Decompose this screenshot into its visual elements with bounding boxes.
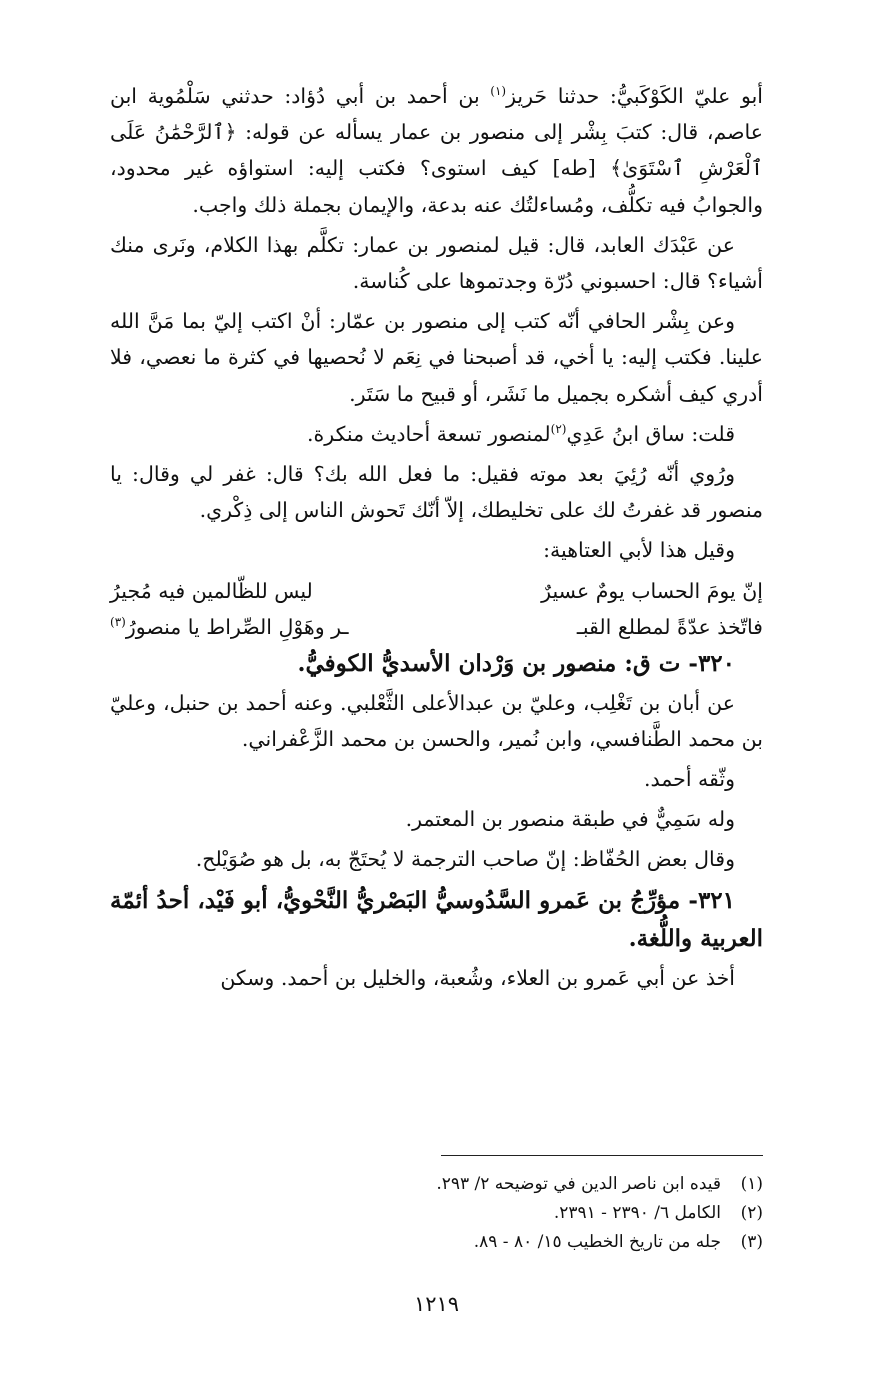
footnote-divider bbox=[441, 1155, 763, 1156]
footnote bbox=[110, 1199, 763, 1228]
paragraph-2 bbox=[110, 227, 763, 299]
entry-heading-321: ٣٢١- مؤرِّجُ بن عَمرو السَّدُوسيُّ البَصْريُّ النَّحْويُّ، أبو فَيْد، أحدُ أئمّة العربية واللُّغة. bbox=[110, 886, 763, 952]
entry-paragraph: وله سَمِيٌّ في طبقة منصور بن المعتمر. bbox=[405, 807, 735, 832]
footnote-number: (١) bbox=[740, 1174, 763, 1194]
paragraph-6 bbox=[110, 532, 763, 568]
footnote-ref[interactable]: (٣) bbox=[110, 614, 126, 629]
entry-paragraph: أخذ عن أبي عَمرو بن العلاء، وشُعبة، والخليل بن أحمد. وسكن bbox=[220, 965, 735, 990]
footnotes bbox=[110, 1170, 763, 1257]
poem bbox=[110, 573, 763, 645]
paragraph-text: أبو عليّ الكَوْكَبيُّ: حدثنا حَريز bbox=[506, 84, 763, 108]
paragraph-1 bbox=[110, 78, 763, 223]
footnote-ref[interactable]: (١) bbox=[490, 84, 507, 99]
entry-paragraph: عن أبان بن تَغْلِب، وعليّ بن عبدالأعلى الثَّعْلبي. وعنه أحمد بن حنبل، وعليّ بن محمد الطَّنافسي، وابن نُمير، والحسن بن محمد الزَّعْفراني. bbox=[110, 690, 763, 751]
footnote bbox=[110, 1228, 763, 1257]
paragraph-text: عن عَبْدَك العابد، قال: قيل لمنصور بن عمار: تكلَّم بهذا الكلام، ونَرى منك أشياء؟ قال: احسبوني دُرّة وجدتموها على كُناسة. bbox=[110, 232, 763, 294]
paragraph-text: قلت: ساق ابنُ عَدِي bbox=[566, 421, 735, 446]
paragraph-3 bbox=[110, 303, 763, 412]
entry-paragraph: وثّقه أحمد. bbox=[644, 767, 735, 792]
footnote-text: جله من تاريخ الخطيب ١٥/ ٨٠ - ٨٩. bbox=[473, 1232, 721, 1252]
poem-line bbox=[110, 573, 763, 609]
footnote-text: الكامل ٦/ ٢٣٩٠ - ٢٣٩١. bbox=[553, 1203, 721, 1223]
paragraph-text: لمنصور تسعة أحاديث منكرة. bbox=[307, 421, 551, 446]
paragraph-text: وعن بِشْر الحافي أنّه كتب إلى منصور بن عمّار: أنْ اكتب إليّ بما مَنَّ الله علينا. فكتب إليه: يا أخي، قد أصبحنا في نِعَم لا نُحصيها في كثرة ما نعصي، فلا أدري كيف أشكره بجميل ما نَشَر، أو قبيح ما سَتَر. bbox=[110, 309, 763, 406]
footnote-number: (٣) bbox=[740, 1232, 763, 1252]
poem-hemistich-first: إنّ يومَ الحساب يومٌ عسيرٌ bbox=[541, 578, 763, 603]
paragraph-text: ورُوي أنّه رُئِيَ بعد موته فقيل: ما فعل الله بك؟ قال: غفر لي وقال: يا منصور قد غفرتُ لك على تخليطك، إلاّ أنّك تَحوش الناس إلى ذِكْري. bbox=[110, 462, 763, 523]
paragraph-4 bbox=[110, 416, 763, 452]
paragraph-text: بن أحمد بن أبي دُؤاد: حدثني سَلْمُوية ابن عاصم، قال: كتبَ بِشْر إلى منصور بن عمار يسأله عن قوله: ﴿ٱلرَّحْمَٰنُ عَلَى ٱلْعَرْشِ ٱسْتَوَىٰ﴾ [طه] كيف استوى؟ فكتب إليه: استواؤه غير محدود، والجوابُ فيه تكلُّف، ومُساءلتُك عنه بدعة، والإيمان بجملة ذلك واجب. bbox=[110, 84, 763, 217]
entry-paragraph: وقال بعض الحُفّاظ: إنّ صاحب الترجمة لا يُحتَجّ به، بل هو صُوَيْلح. bbox=[195, 847, 735, 872]
poem-line bbox=[110, 609, 763, 645]
footnote-text: قيده ابن ناصر الدين في توضيحه ٢/ ٢٩٣. bbox=[436, 1174, 721, 1194]
paragraph-5 bbox=[110, 456, 763, 528]
poem-text: ـر وهَوْلِ الصِّراط يا منصورُ bbox=[125, 614, 349, 639]
footnote bbox=[110, 1170, 763, 1199]
main-text bbox=[110, 78, 763, 1000]
poem-hemistich-second: ليس للظّالمين فيه مُجيرُ bbox=[110, 578, 313, 603]
footnote-ref[interactable]: (٢) bbox=[550, 422, 567, 436]
poem-hemistich-first: فاتّخذ عدّةً لمطلع القبـ bbox=[576, 614, 763, 639]
entry-heading-320: ٣٢٠- ت ق: منصور بن وَرْدان الأسديُّ الكوفيُّ. bbox=[297, 649, 735, 677]
poem-hemistich-second bbox=[110, 609, 348, 645]
page-number: ١٢١٩ bbox=[413, 1292, 460, 1316]
footnote-number: (٢) bbox=[740, 1203, 763, 1223]
paragraph-text: وقيل هذا لأبي العتاهية: bbox=[543, 538, 735, 563]
